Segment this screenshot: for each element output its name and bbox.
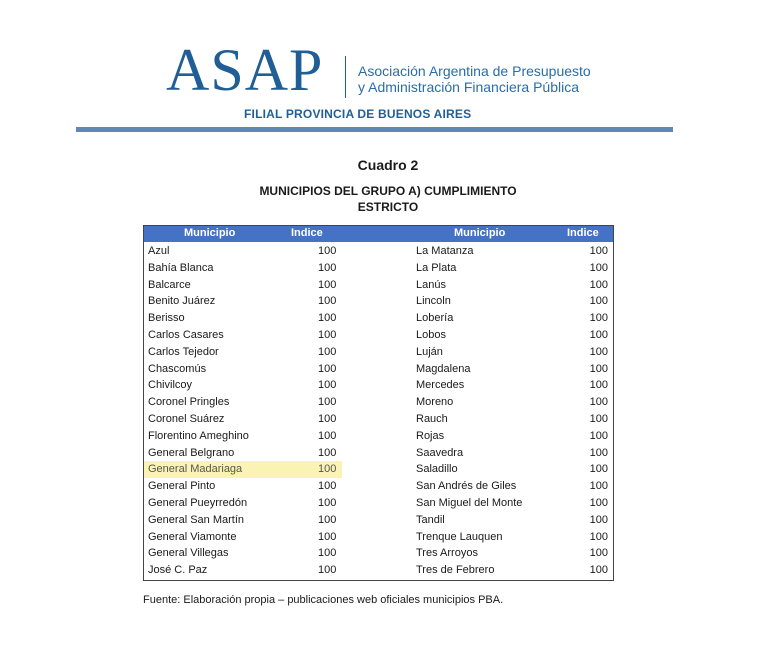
- table-title-line-1: MUNICIPIOS DEL GRUPO A) CUMPLIMIENTO: [259, 184, 517, 198]
- cell-municipio-right: La Plata: [416, 261, 457, 274]
- table-row: [144, 377, 613, 394]
- table-number: Cuadro 2: [357, 157, 419, 173]
- table-row: [144, 495, 613, 512]
- table-row: [144, 394, 613, 411]
- table-row: [144, 411, 613, 428]
- cell-municipio-left: Azul: [148, 245, 170, 257]
- cell-municipio-left: Bahía Blanca: [148, 261, 214, 274]
- cell-municipio-right: Lobería: [416, 312, 454, 325]
- cell-indice-right: 100: [589, 379, 608, 392]
- table-row: [144, 461, 613, 478]
- cell-indice-left: 100: [318, 547, 337, 560]
- cell-municipio-right: San Miguel del Monte: [416, 496, 523, 509]
- cell-indice-right: 100: [589, 496, 608, 509]
- logo-divider: [345, 56, 346, 98]
- cell-municipio-right: Saavedra: [416, 446, 464, 459]
- table-body: [144, 243, 613, 579]
- cell-municipio-right: Moreno: [416, 396, 454, 409]
- cell-indice-right: 100: [589, 328, 608, 341]
- cell-indice-right: 100: [589, 412, 608, 425]
- cell-municipio-right: Tres de Febrero: [416, 564, 495, 577]
- cell-municipio-left: Chivilcoy: [148, 379, 193, 392]
- cell-indice-left: 100: [318, 446, 337, 459]
- cell-municipio-left: General Pueyrredón: [148, 496, 248, 509]
- cell-municipio-left: Carlos Tejedor: [148, 345, 219, 358]
- cell-municipio-left: General San Martín: [148, 513, 244, 526]
- cell-municipio-right: La Matanza: [416, 245, 474, 257]
- cell-municipio-left: Benito Juárez: [148, 295, 216, 308]
- table-row: [144, 529, 613, 546]
- cell-indice-left: 100: [318, 463, 337, 476]
- cell-indice-left: 100: [318, 513, 337, 526]
- cell-municipio-left: Berisso: [148, 312, 185, 325]
- cell-indice-right: 100: [589, 261, 608, 274]
- document-header: [0, 0, 776, 140]
- table-row: [144, 478, 613, 495]
- header-municipio-right: Municipio: [454, 227, 506, 239]
- filial-label: FILIAL PROVINCIA DE BUENOS AIRES: [244, 107, 472, 121]
- header-indice-right: Indice: [567, 227, 599, 239]
- cell-indice-left: 100: [318, 564, 337, 577]
- cell-indice-left: 100: [318, 480, 337, 493]
- cell-indice-right: 100: [589, 312, 608, 325]
- table-row: [144, 562, 613, 579]
- table-row: [144, 327, 613, 344]
- cell-indice-left: 100: [318, 496, 337, 509]
- cell-municipio-left: General Viamonte: [148, 530, 237, 543]
- cell-municipio-right: San Andrés de Giles: [416, 480, 517, 493]
- table-title-line-2: ESTRICTO: [357, 200, 419, 214]
- cell-municipio-left: Florentino Ameghino: [148, 429, 249, 442]
- cell-indice-left: 100: [318, 412, 337, 425]
- cell-municipio-right: Lincoln: [416, 295, 451, 308]
- header-indice-left: Indice: [291, 227, 323, 239]
- cell-municipio-left: General Belgrano: [148, 446, 235, 459]
- cell-indice-right: 100: [589, 278, 608, 291]
- cell-indice-left: 100: [318, 362, 337, 375]
- cell-indice-right: 100: [589, 295, 608, 308]
- table-row: [144, 428, 613, 445]
- cell-indice-right: 100: [589, 564, 608, 577]
- cell-municipio-right: Trenque Lauquen: [416, 530, 503, 543]
- cell-indice-right: 100: [589, 480, 608, 493]
- cell-indice-right: 100: [589, 429, 608, 442]
- table-row: [144, 243, 613, 260]
- cell-indice-left: 100: [318, 530, 337, 543]
- cell-municipio-left: General Pinto: [148, 480, 216, 493]
- table-row: [144, 512, 613, 529]
- cell-municipio-left: General Villegas: [148, 547, 229, 560]
- table-header-row: [144, 226, 613, 242]
- cell-indice-right: 100: [589, 513, 608, 526]
- cell-indice-right: 100: [589, 396, 608, 409]
- cell-municipio-left: Coronel Pringles: [148, 396, 230, 409]
- table-title: [0, 183, 776, 215]
- cell-indice-right: 100: [589, 362, 608, 375]
- table-row: [144, 545, 613, 562]
- source-note: Fuente: Elaboración propia – publicaciones web oficiales municipios PBA.: [143, 594, 504, 606]
- cell-indice-left: 100: [318, 396, 337, 409]
- cell-municipio-right: Rauch: [416, 412, 448, 425]
- cell-municipio-left: Carlos Casares: [148, 328, 224, 341]
- cell-municipio-right: Magdalena: [416, 362, 471, 375]
- cell-indice-left: 100: [318, 261, 337, 274]
- table-row: [144, 310, 613, 327]
- cell-indice-left: 100: [318, 328, 337, 341]
- cell-municipio-left: Chascomús: [148, 362, 207, 375]
- cell-municipio-left: General Madariaga: [148, 463, 243, 476]
- association-line-2: y Administración Financiera Pública: [358, 79, 579, 95]
- table-row: [144, 277, 613, 294]
- cell-municipio-left: José C. Paz: [148, 564, 208, 577]
- table-row: [144, 445, 613, 462]
- cell-municipio-right: Lobos: [416, 328, 446, 341]
- cell-indice-right: 100: [589, 463, 608, 476]
- cell-indice-right: 100: [589, 530, 608, 543]
- table-row: [144, 344, 613, 361]
- cell-municipio-right: Lanús: [416, 278, 446, 291]
- header-rule: [76, 127, 673, 132]
- cell-municipio-left: Coronel Suárez: [148, 412, 225, 425]
- cell-municipio-left: Balcarce: [148, 278, 191, 291]
- cell-indice-left: 100: [318, 379, 337, 392]
- cell-municipio-right: Tres Arroyos: [416, 547, 478, 560]
- cell-indice-left: 100: [318, 245, 337, 257]
- cell-indice-left: 100: [318, 429, 337, 442]
- association-name: [358, 63, 591, 95]
- cell-indice-left: 100: [318, 312, 337, 325]
- cell-indice-left: 100: [318, 278, 337, 291]
- asap-logo: ASAP: [166, 37, 324, 103]
- municipios-table: [143, 225, 614, 581]
- cell-municipio-right: Mercedes: [416, 379, 465, 392]
- cell-indice-left: 100: [318, 295, 337, 308]
- cell-municipio-right: Luján: [416, 345, 443, 358]
- association-line-1: Asociación Argentina de Presupuesto: [358, 63, 591, 79]
- table-row: [144, 293, 613, 310]
- cell-municipio-right: Tandil: [416, 513, 445, 526]
- table-row: [144, 361, 613, 378]
- cell-indice-right: 100: [589, 547, 608, 560]
- cell-municipio-right: Saladillo: [416, 463, 458, 476]
- cell-indice-right: 100: [589, 245, 608, 257]
- cell-municipio-right: Rojas: [416, 429, 445, 442]
- cell-indice-right: 100: [589, 345, 608, 358]
- cell-indice-right: 100: [589, 446, 608, 459]
- cell-indice-left: 100: [318, 345, 337, 358]
- table-row: [144, 260, 613, 277]
- header-municipio-left: Municipio: [184, 227, 236, 239]
